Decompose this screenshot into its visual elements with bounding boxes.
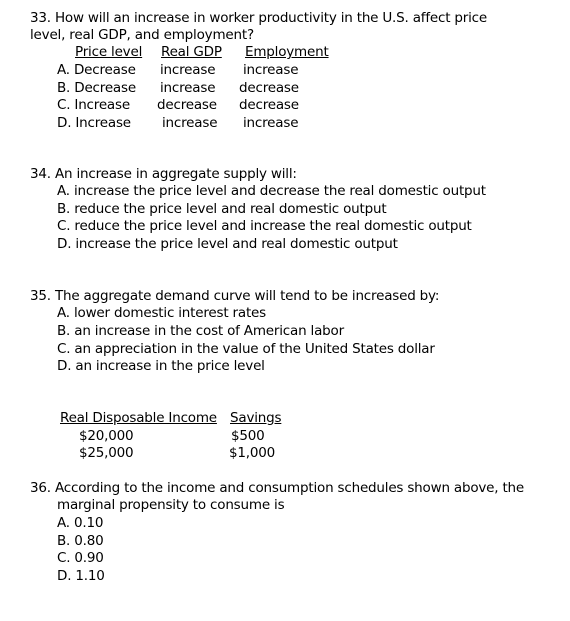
q36-stem-line2: marginal propensity to consume is	[57, 497, 285, 513]
q33-row-d-price: D. Increase	[57, 115, 131, 131]
q33-header-price-level: Price level	[75, 44, 143, 60]
q36-stem-line1: 36. According to the income and consumption schedules shown above, the	[30, 480, 525, 496]
q34-option-d: D. increase the price level and real domestic output	[57, 236, 398, 252]
q36-option-d: D. 1.10	[57, 568, 105, 584]
q34-stem: 34. An increase in aggregate supply will:	[30, 166, 297, 182]
q33-row-d-gdp: increase	[162, 115, 218, 131]
q34-option-a: A. increase the price level and decrease the real domestic output	[57, 183, 486, 199]
table36-row1-income: $20,000	[79, 428, 134, 444]
q33-row-a-price: A. Decrease	[57, 62, 136, 78]
q33-row-b-gdp: increase	[160, 80, 216, 96]
table36-header-income: Real Disposable Income	[60, 410, 217, 426]
q33-row-c-price: C. Increase	[57, 97, 130, 113]
q36-option-c: C. 0.90	[57, 550, 104, 566]
q33-row-b-employment: decrease	[239, 80, 299, 96]
q33-header-employment: Employment	[245, 44, 329, 60]
q36-option-b: B. 0.80	[57, 533, 104, 549]
q34-option-c: C. reduce the price level and increase the real domestic output	[57, 218, 472, 234]
q35-option-c: C. an appreciation in the value of the United States dollar	[57, 341, 435, 357]
table36-header-savings: Savings	[230, 410, 282, 426]
q36-option-a: A. 0.10	[57, 515, 104, 531]
q33-row-a-gdp: increase	[160, 62, 216, 78]
q33-row-d-employment: increase	[243, 115, 299, 131]
q33-row-a-employment: increase	[243, 62, 299, 78]
q35-option-a: A. lower domestic interest rates	[57, 305, 266, 321]
q34-option-b: B. reduce the price level and real domestic output	[57, 201, 387, 217]
q33-stem-line1: 33. How will an increase in worker productivity in the U.S. affect price	[30, 10, 487, 26]
q33-header-real-gdp: Real GDP	[161, 44, 222, 60]
q33-row-b-price: B. Decrease	[57, 80, 136, 96]
q33-row-c-gdp: decrease	[157, 97, 217, 113]
table36-row1-savings: $500	[231, 428, 265, 444]
table36-row2-savings: $1,000	[229, 445, 276, 461]
q33-stem-line2: level, real GDP, and employment?	[30, 27, 254, 43]
q33-row-c-employment: decrease	[239, 97, 299, 113]
q35-option-d: D. an increase in the price level	[57, 358, 265, 374]
q35-option-b: B. an increase in the cost of American labor	[57, 323, 344, 339]
q35-stem: 35. The aggregate demand curve will tend to be increased by:	[30, 288, 440, 304]
table36-row2-income: $25,000	[79, 445, 134, 461]
